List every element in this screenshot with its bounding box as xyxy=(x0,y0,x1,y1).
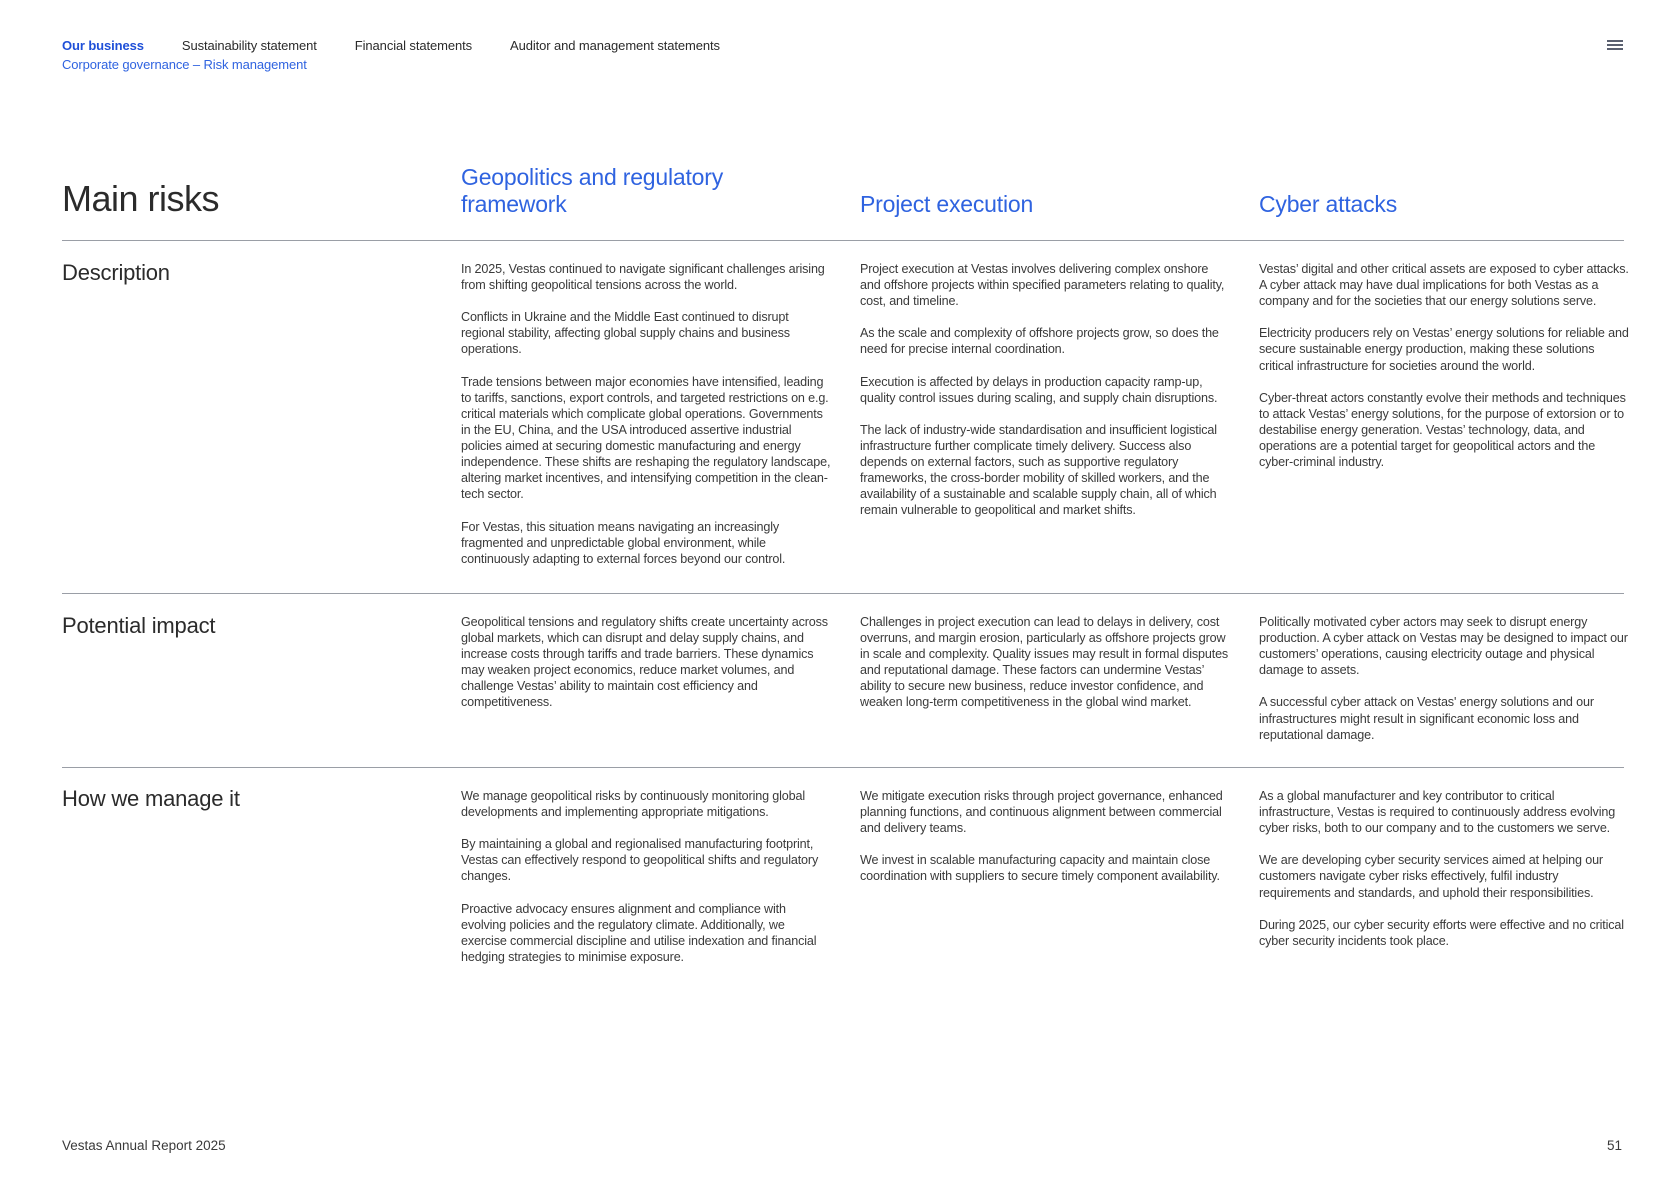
paragraph: For Vestas, this situation means navigating an increasingly fragmented and unpredictable global environment, while continuously adapting to external forces beyond our control. xyxy=(461,519,786,566)
divider xyxy=(62,240,1624,241)
paragraph: We mitigate execution risks through project governance, enhanced planning functions, and continuous alignment between commercial and delivery teams. xyxy=(860,789,1223,836)
impact-geopolitics xyxy=(461,614,831,711)
paragraph: Trade tensions between major economies have intensified, leading to tariffs, sanctions, export controls, and targeted restrictions on e.g. critical materials which complicate global operations. Governments in the EU, China, and the USA introduced assertive industrial policies aimed at securing domestic manufacturing and energy independence. These shifts are reshaping the regulatory landscape, altering market incentives, and intensifying competition in the clean-tech sector. xyxy=(461,374,831,502)
nav-financial-statements[interactable]: Financial statements xyxy=(354,38,473,53)
nav-auditor-management-statements[interactable]: Auditor and management statements xyxy=(510,38,720,53)
manage-project-execution xyxy=(860,788,1230,885)
paragraph: Geopolitical tensions and regulatory shifts create uncertainty across global markets, which can disrupt and delay supply chains, and increase costs through tariffs and trade barriers. These dynamics may weaken project economics, reduce market volumes, and challenge Vestas’ ability to maintain cost efficiency and competitiveness. xyxy=(461,615,828,710)
paragraph: As the scale and complexity of offshore projects grow, so does the need for precise internal coordination. xyxy=(860,326,1219,357)
paragraph: Proactive advocacy ensures alignment and compliance with evolving policies and the regulatory climate. Additionally, we exercise commercial discipline and utilise indexation and financial hedging strategies to minimise exposure. xyxy=(461,901,817,964)
description-geopolitics xyxy=(461,261,831,567)
description-project-execution xyxy=(860,261,1230,519)
page-number: 51 xyxy=(1606,1138,1622,1153)
paragraph: In 2025, Vestas continued to navigate significant challenges arising from shifting geopolitical tensions across the world. xyxy=(461,262,825,293)
paragraph: Electricity producers rely on Vestas’ energy solutions for reliable and secure sustainable energy production, making these solutions critical infrastructure for societies around the world. xyxy=(1259,326,1629,373)
paragraph: A successful cyber attack on Vestas' energy solutions and our infrastructures might result in significant economic loss and reputational damage. xyxy=(1259,695,1594,742)
paragraph: Execution is affected by delays in production capacity ramp-up, quality control issues during scaling, and supply chain disruptions. xyxy=(860,374,1218,405)
description-cyber-attacks xyxy=(1259,261,1629,470)
paragraph: We manage geopolitical risks by continuously monitoring global developments and implementing appropriate mitigations. xyxy=(461,789,805,820)
manage-geopolitics xyxy=(461,788,831,965)
paragraph: As a global manufacturer and key contributor to critical infrastructure, Vestas is required to continuously address evolving cyber risks, both to our company and to the customers we serve. xyxy=(1259,789,1616,836)
impact-project-execution xyxy=(860,614,1230,711)
paragraph: Conflicts in Ukraine and the Middle East continued to disrupt regional stability, affecting global supply chains and business operations. xyxy=(461,310,790,357)
column-header-project-execution: Project execution xyxy=(860,191,1034,217)
row-label-potential-impact: Potential impact xyxy=(62,613,216,638)
column-header-geopolitics: Geopolitics and regulatory framework xyxy=(461,164,724,217)
paragraph: During 2025, our cyber security efforts were effective and no critical cyber security incidents took place. xyxy=(1259,917,1624,948)
divider xyxy=(62,593,1624,594)
paragraph: By maintaining a global and regionalised manufacturing footprint, Vestas can effectively respond to geopolitical shifts and regulatory changes. xyxy=(461,837,819,884)
impact-cyber-attacks xyxy=(1259,614,1629,743)
paragraph: We invest in scalable manufacturing capacity and maintain close coordination with suppliers to secure timely component availability. xyxy=(860,853,1220,884)
paragraph: Vestas’ digital and other critical assets are exposed to cyber attacks. A cyber attack may have dual implications for both Vestas as a company and for the societies that our energy solutions serve. xyxy=(1259,262,1629,309)
top-navigation xyxy=(62,38,758,53)
nav-our-business[interactable]: Our business xyxy=(62,38,144,53)
paragraph: We are developing cyber security services aimed at helping our customers navigate cyber risks effectively, fulfil industry requirements and standards, and uphold their responsibilities. xyxy=(1259,853,1603,900)
hamburger-menu-icon[interactable] xyxy=(1607,40,1623,52)
paragraph: The lack of industry-wide standardisation and insufficient logistical infrastructure further complicate timely delivery. Success also depends on external factors, such as supportive regulatory frameworks, the cross-border mobility of skilled workers, and the availability of a sustainable and scalable supply chain, all of which remain vulnerable to geopolitical and market shifts. xyxy=(860,422,1217,518)
column-header-cyber-attacks: Cyber attacks xyxy=(1259,191,1398,217)
paragraph: Project execution at Vestas involves delivering complex onshore and offshore projects within specified parameters relating to quality, cost, and timeline. xyxy=(860,262,1225,309)
paragraph: Cyber-threat actors constantly evolve their methods and techniques to attack Vestas’ energy solutions, for the purpose of extorsion or to destabilise energy generation. Vestas’ technology, data, and operations are a potential target for geopolitical actors and the cyber-criminal industry. xyxy=(1259,390,1626,470)
breadcrumb[interactable]: Corporate governance – Risk management xyxy=(62,57,307,72)
nav-sustainability-statement[interactable]: Sustainability statement xyxy=(181,38,317,53)
manage-cyber-attacks xyxy=(1259,788,1629,949)
paragraph: Politically motivated cyber actors may seek to disrupt energy production. A cyber attack on Vestas may be designed to impact our customers’ operations, causing electricity outage and physical damage to assets. xyxy=(1259,615,1628,678)
row-label-how-we-manage-it: How we manage it xyxy=(62,786,240,811)
divider xyxy=(62,767,1624,768)
row-label-description: Description xyxy=(62,260,170,285)
report-name: Vestas Annual Report 2025 xyxy=(62,1138,226,1153)
page-title: Main risks xyxy=(62,178,220,219)
paragraph: Challenges in project execution can lead to delays in delivery, cost overruns, and margin erosion, particularly as offshore projects grow in scale and complexity. Quality issues may result in formal disputes and reputational damage. These factors can undermine Vestas’ ability to secure new business, reduce investor confidence, and weaken long-term competitiveness in the global wind market. xyxy=(860,615,1229,710)
